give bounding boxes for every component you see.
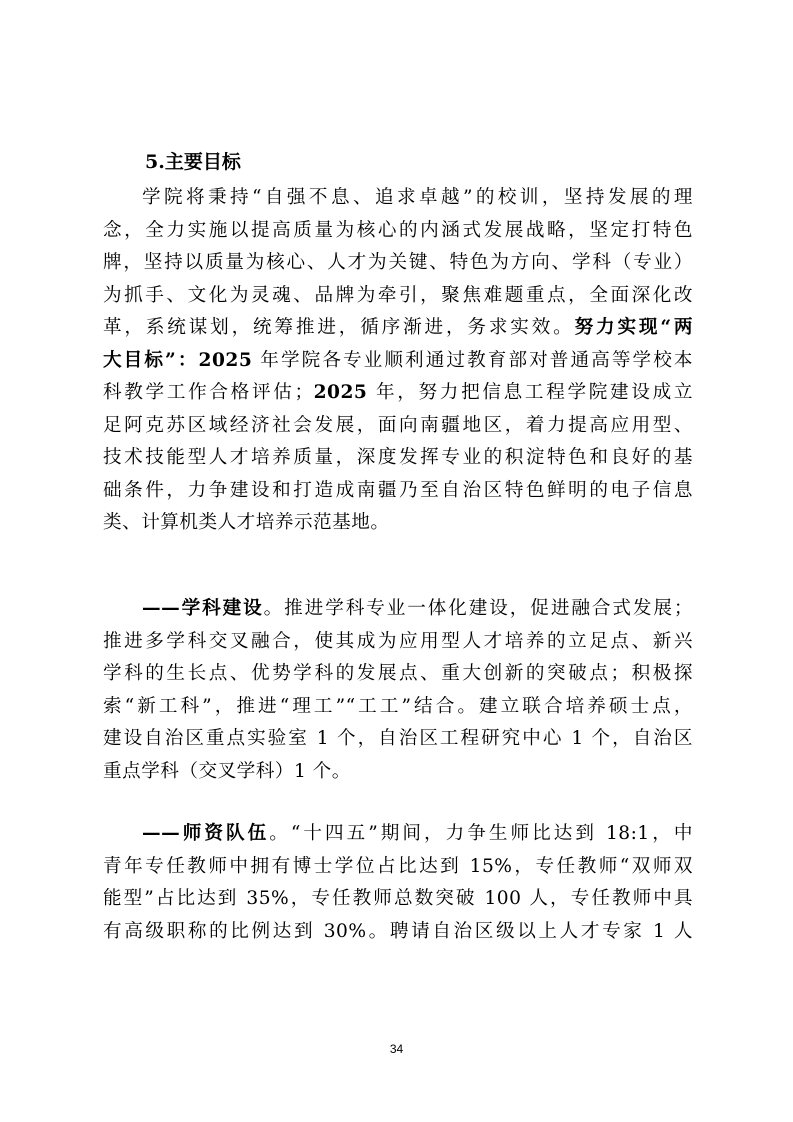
text-segment: 革，系统谋划，统筹推进，循序渐进，务求实效。 xyxy=(103,317,575,338)
text-line: 能型”占比达到 35%，专任教师总数突破 100 人，专任教师中具 xyxy=(103,888,693,909)
paragraph-discipline-construction xyxy=(103,593,693,788)
text-line: 类、计算机类人才培养示范基地。 xyxy=(103,512,390,533)
page-number: 34 xyxy=(389,1042,404,1056)
text-line: 础条件，力争建设和打造成南疆乃至自治区特色鲜明的电子信息 xyxy=(103,479,693,501)
text-line: 念，全力实施以提高质量为核心的内涵式发展战略，坚定打特色 xyxy=(103,219,693,241)
text-segment: 年学院各专业顺利通过教育部对普通高等学校本 xyxy=(252,349,693,371)
text-line: 学院将秉持“自强不息、追求卓越”的校训，坚持发展的理 xyxy=(142,187,693,208)
paragraph-faculty-team xyxy=(103,818,693,948)
text-line: 索“新工科”，推进“理工”“工工”结合。建立联合培养硕士点， xyxy=(103,695,693,717)
text-segment: 科教学工作合格评估； xyxy=(103,382,314,403)
text-line: 牌，坚持以质量为核心、人才为关键、特色为方向、学科（专业） xyxy=(103,252,693,273)
text-line: 有高级职称的比例达到 30%。聘请自治区级以上人才专家 1 人 xyxy=(103,920,693,942)
text-line xyxy=(103,312,693,345)
section-heading: 5.主要目标 xyxy=(145,151,241,173)
text-line: 学科的生长点、优势学科的发展点、重大创新的突破点；积极探 xyxy=(103,663,693,684)
text-line xyxy=(103,818,693,851)
text-line xyxy=(103,345,693,378)
text-segment: 。“十四五”期间，力争生师比达到 18:1，中 xyxy=(269,823,693,844)
text-line: 足阿克苏区域经济社会发展，面向南疆地区，着力提高应用型、 xyxy=(103,414,693,436)
bold-text-segment: 努力实现“两 xyxy=(574,317,693,338)
bold-text-segment: ——师资队伍 xyxy=(142,823,270,844)
text-line: 青年专任教师中拥有博士学位占比达到 15%，专任教师“双师双 xyxy=(103,855,693,877)
bold-text-segment: 大目标”： xyxy=(103,349,199,371)
text-line xyxy=(103,377,693,410)
text-line: 技术技能型人才培养质量，深度发挥专业的积淀特色和良好的基 xyxy=(103,447,693,468)
text-line: 推进多学科交叉融合，使其成为应用型人才培养的立足点、新兴 xyxy=(103,630,693,652)
text-segment: 年，努力把信息工程学院建设成立 xyxy=(367,382,693,403)
bold-year: 2025 xyxy=(313,382,368,403)
paragraph-main-goals xyxy=(103,182,693,540)
text-line xyxy=(103,593,693,626)
bold-text-segment: ——学科建设 xyxy=(142,598,264,619)
bold-year: 2025 xyxy=(198,349,253,371)
text-line: 建设自治区重点实验室 1 个，自治区工程研究中心 1 个，自治区 xyxy=(103,728,693,749)
text-line: 为抓手、文化为灵魂、品牌为牵引，聚焦难题重点，全面深化改 xyxy=(103,284,693,306)
text-line: 重点学科（交叉学科）1 个。 xyxy=(103,760,351,782)
text-segment: 。推进学科专业一体化建设，促进融合式发展； xyxy=(263,598,693,619)
